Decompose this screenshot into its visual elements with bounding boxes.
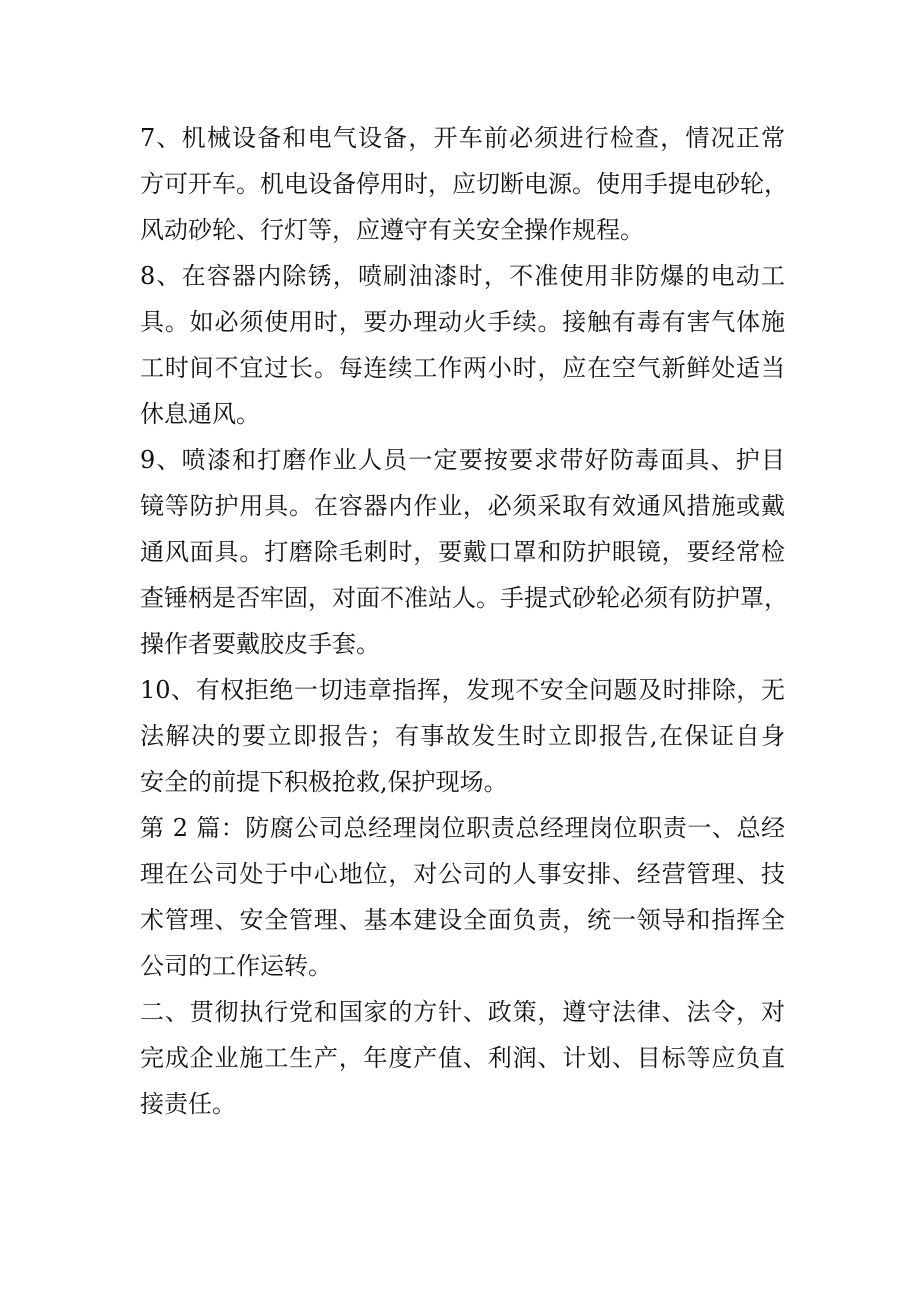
text-line: 理在公司处于中心地位，对公司的人事安排、经营管理、技 xyxy=(140,860,785,888)
text-line: 安全的前提下积极抢救,保护现场。 xyxy=(140,768,508,796)
paragraph-item-7 xyxy=(140,115,788,253)
paragraph-item-9 xyxy=(140,437,788,667)
text-line: 公司的工作运转。 xyxy=(140,952,332,980)
text-line: 操作者要戴胶皮手套。 xyxy=(140,630,380,658)
text-line: 第 2 篇：防腐公司总经理岗位职责总经理岗位职责一、总经 xyxy=(140,814,785,842)
text-line: 具。如必须使用时，要办理动火手续。接触有毒有害气体施 xyxy=(140,308,785,336)
text-line: 8、在容器内除锈，喷刷油漆时，不准使用非防爆的电动工 xyxy=(140,262,785,290)
paragraph-item-10 xyxy=(140,667,785,805)
text-line: 工时间不宜过长。每连续工作两小时，应在空气新鲜处适当 xyxy=(140,354,785,382)
text-line: 7、机械设备和电气设备，开车前必须进行检查，情况正常 xyxy=(140,124,785,152)
text-line: 休息通风。 xyxy=(140,400,260,428)
paragraph-item-two xyxy=(140,989,785,1127)
text-line: 镜等防护用具。在容器内作业，必须采取有效通风措施或戴 xyxy=(140,492,785,520)
document-body xyxy=(140,115,788,1127)
text-line: 二、贯彻执行党和国家的方针、政策，遵守法律、法令，对 xyxy=(140,998,785,1026)
text-line: 风动砂轮、行灯等，应遵守有关安全操作规程。 xyxy=(140,216,644,244)
text-line: 查锤柄是否牢固，对面不准站人。手提式砂轮必须有防护罩， xyxy=(140,584,788,612)
paragraph-section-2-intro xyxy=(140,805,785,989)
text-line: 10、有权拒绝一切违章指挥，发现不安全问题及时排除，无 xyxy=(140,676,785,704)
text-line: 接责任。 xyxy=(140,1090,236,1118)
text-line: 完成企业施工生产，年度产值、利润、计划、目标等应负直 xyxy=(140,1044,785,1072)
text-line: 9、喷漆和打磨作业人员一定要按要求带好防毒面具、护目 xyxy=(140,446,785,474)
text-line: 法解决的要立即报告；有事故发生时立即报告,在保证自身 xyxy=(140,722,785,750)
text-line: 通风面具。打磨除毛刺时，要戴口罩和防护眼镜，要经常检 xyxy=(140,538,785,566)
text-line: 方可开车。机电设备停用时，应切断电源。使用手提电砂轮， xyxy=(140,170,788,198)
paragraph-item-8 xyxy=(140,253,785,437)
text-line: 术管理、安全管理、基本建设全面负责，统一领导和指挥全 xyxy=(140,906,785,934)
